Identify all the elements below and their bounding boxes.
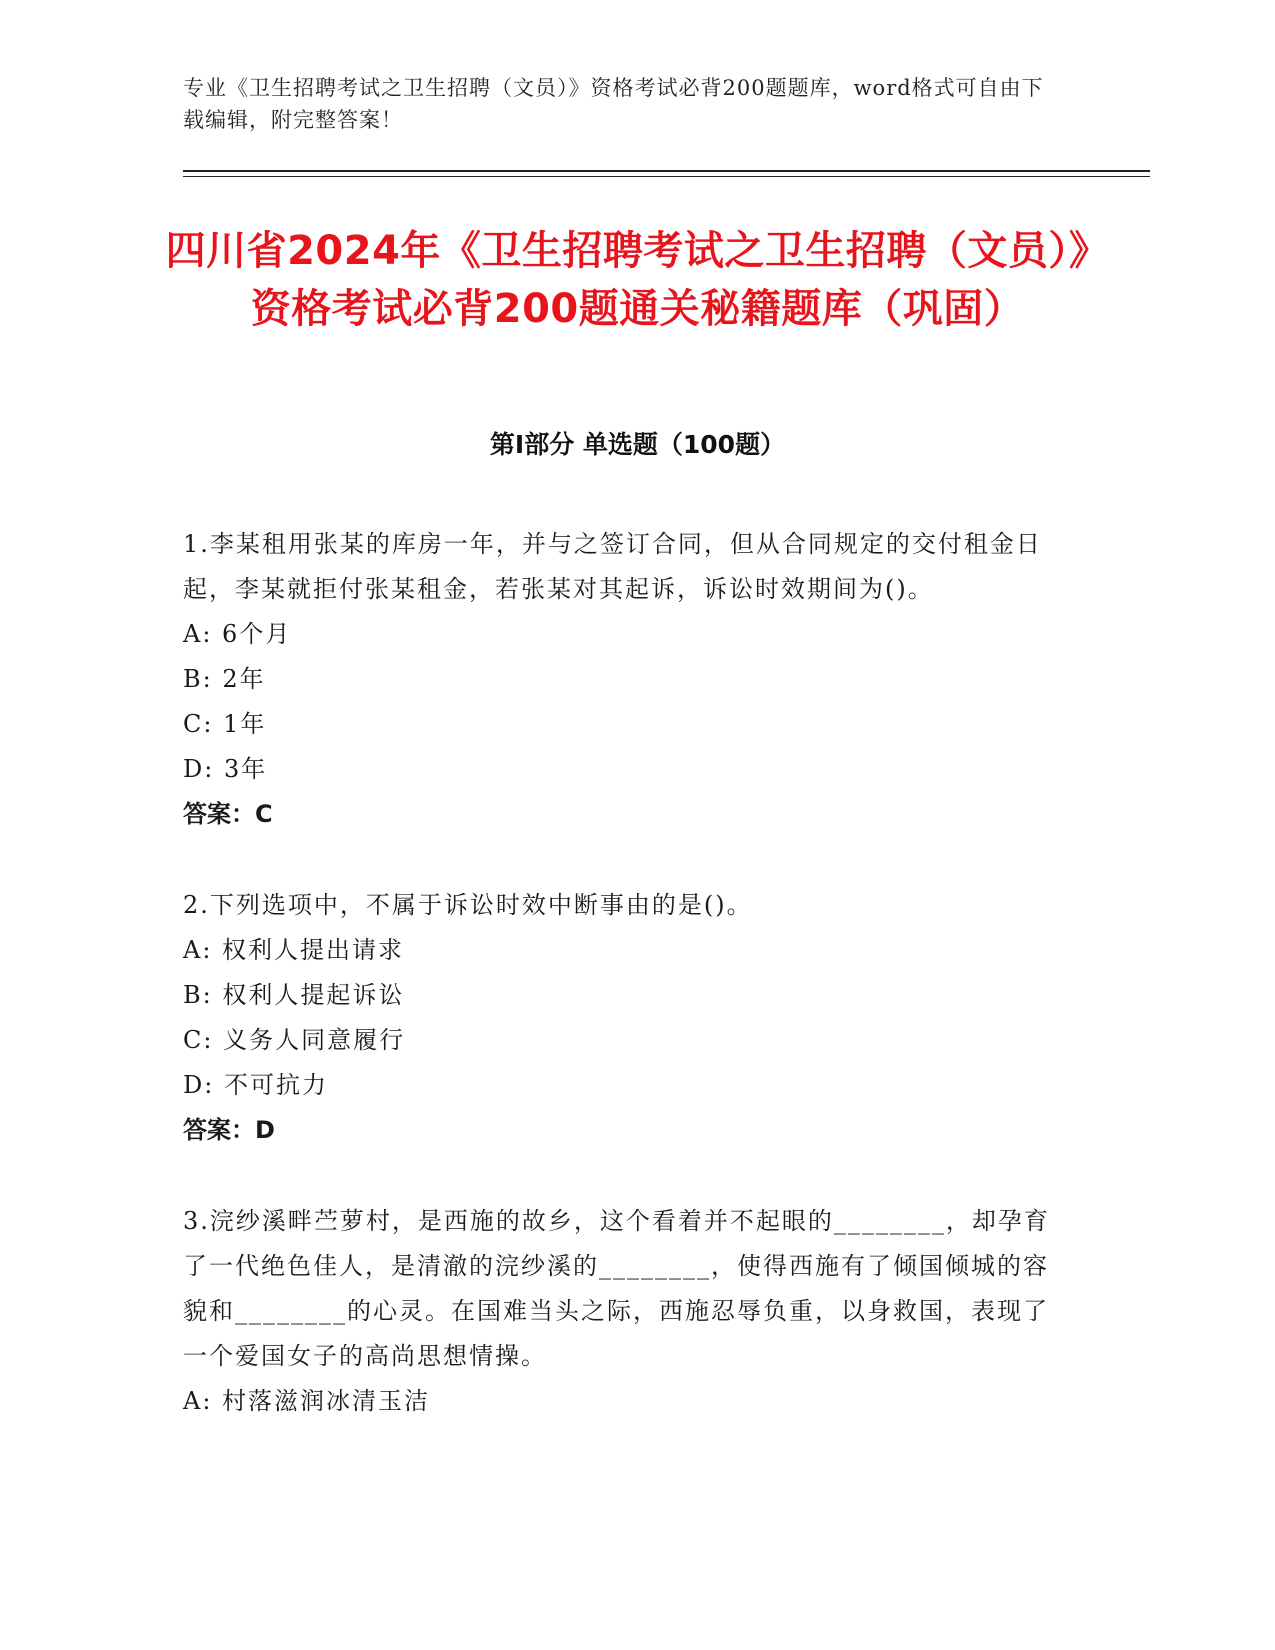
- question-stem: 1.李某租用张某的库房一年，并与之签订合同，但从合同规定的交付租金日起，李某就拒付张某租金，若张某对其起诉，诉讼时效期间为()。: [183, 530, 1042, 603]
- question-stem: 3.浣纱溪畔苎萝村，是西施的故乡，这个看着并不起眼的________，却孕育了一代绝色佳人，是清澈的浣纱溪的________，使得西施有了倾国倾城的容貌和________的心灵。在国难当头之际，西施忍辱负重，以身救国，表现了一个爱国女子的高尚思想情操。: [183, 1207, 1050, 1370]
- question-stem: 2.下列选项中，不属于诉讼时效中断事由的是()。: [183, 891, 753, 919]
- header-divider-thin: [183, 176, 1150, 177]
- option-a: A: 权利人提出请求: [183, 936, 405, 964]
- header-divider-thick: [183, 170, 1150, 172]
- question-list: [183, 522, 1063, 1470]
- option-a: A: 6个月: [183, 620, 292, 648]
- question-2: [183, 883, 1063, 1153]
- header-note: 专业《卫生招聘考试之卫生招聘（文员）》资格考试必背200题题库，word格式可自由下载编辑，附完整答案！: [183, 76, 1044, 132]
- option-b: B: 2年: [183, 665, 266, 693]
- answer: 答案：D: [183, 1116, 275, 1144]
- answer: 答案：C: [183, 800, 273, 828]
- question-3: [183, 1199, 1063, 1424]
- document-title: 四川省2024年《卫生招聘考试之卫生招聘（文员）》资格考试必背200题通关秘籍题库（巩固）: [165, 228, 1110, 332]
- option-c: C: 1年: [183, 710, 267, 738]
- option-c: C: 义务人同意履行: [183, 1026, 406, 1054]
- option-a: A: 村落滋润冰清玉洁: [183, 1387, 431, 1415]
- option-d: D: 不可抗力: [183, 1071, 328, 1099]
- option-b: B: 权利人提起诉讼: [183, 981, 405, 1009]
- section-title: 第Ⅰ部分 单选题（100题）: [489, 430, 786, 459]
- option-d: D: 3年: [183, 755, 268, 783]
- question-1: [183, 522, 1063, 837]
